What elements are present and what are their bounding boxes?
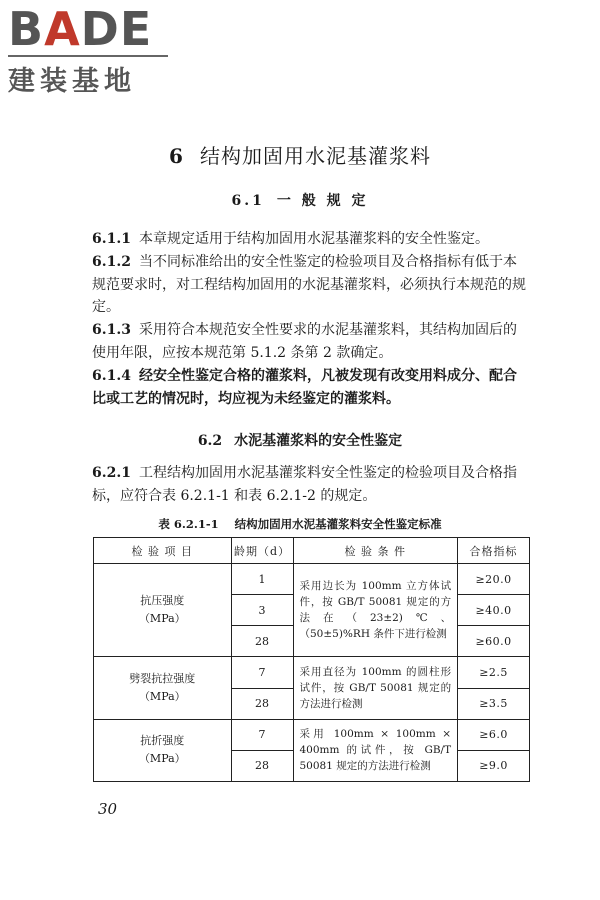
standard-cell: ≥60.0	[458, 626, 530, 657]
table-header-row	[94, 538, 530, 564]
standard-cell: ≥20.0	[458, 564, 530, 595]
section-number: 6.2	[197, 433, 223, 449]
logo-letters-prefix: B	[8, 2, 45, 56]
section-title	[0, 430, 600, 450]
chapter-title	[0, 140, 600, 169]
test-item-name: 抗压强度	[140, 594, 185, 608]
table-caption-number: 表 6.2.1-1	[158, 517, 219, 531]
age-cell: 28	[231, 750, 293, 781]
clause-number: 6.2.1	[92, 465, 131, 481]
page-number: 30	[98, 800, 118, 818]
logo-letter-accent: A	[44, 2, 81, 56]
table-caption-title: 结构加固用水泥基灌浆料安全性鉴定标准	[234, 517, 442, 531]
test-item-unit: （MPa）	[138, 752, 186, 766]
age-cell: 28	[231, 688, 293, 719]
logo-letters-suffix: DE	[80, 2, 153, 56]
clause-number: 6.1.2	[92, 254, 131, 270]
table-row	[94, 564, 530, 595]
clause-text: 本章规定适用于结构加固用水泥基灌浆料的安全性鉴定。	[138, 231, 489, 247]
brand-logo	[8, 4, 168, 98]
test-item-unit: （MPa）	[138, 612, 186, 626]
clause-text: 经安全性鉴定合格的灌浆料，凡被发现有改变用料成分、配合比或工艺的情况时，均应视为未经鉴定的灌浆料。	[92, 368, 517, 407]
spec-table	[93, 537, 530, 782]
age-cell: 1	[231, 564, 293, 595]
chapter-number: 6	[169, 144, 184, 168]
standard-cell: ≥40.0	[458, 595, 530, 626]
condition-cell: 采用 100mm × 100mm × 400mm 的试件，按 GB/T 50081 规定的方法进行检测	[293, 719, 458, 781]
section-title-text: 水泥基灌浆料的安全性鉴定	[234, 433, 403, 449]
standard-cell: ≥3.5	[458, 688, 530, 719]
column-header-condition: 检 验 条 件	[293, 538, 458, 564]
age-cell: 3	[231, 595, 293, 626]
logo-subtitle: 建装基地	[8, 66, 136, 97]
standard-cell: ≥6.0	[458, 719, 530, 750]
clause-paragraph	[92, 462, 530, 507]
test-item-cell	[94, 657, 232, 719]
section-title	[0, 190, 600, 210]
table-row	[94, 657, 530, 688]
condition-cell: 采用边长为 100mm 立方体试件，按 GB/T 50081 规定的方法在（23±2)℃、（50±5)%RH 条件下进行检测	[293, 564, 458, 657]
test-item-cell	[94, 564, 232, 657]
clause-paragraph	[92, 251, 530, 319]
standard-cell: ≥2.5	[458, 657, 530, 688]
age-cell: 7	[231, 657, 293, 688]
age-cell: 28	[231, 626, 293, 657]
condition-cell: 采用直径为 100mm 的圆柱形试件，按 GB/T 50081 规定的方法进行检测	[293, 657, 458, 719]
column-header-standard: 合格指标	[458, 538, 530, 564]
chapter-title-text: 结构加固用水泥基灌浆料	[199, 144, 431, 168]
clause-paragraph	[92, 365, 530, 410]
clause-text: 工程结构加固用水泥基灌浆料安全性鉴定的检验项目及合格指标，应符合表 6.2.1-1 和表 6.2.1-2 的规定。	[92, 465, 517, 504]
clause-paragraph	[92, 228, 530, 251]
test-item-cell	[94, 719, 232, 781]
age-cell: 7	[231, 719, 293, 750]
test-item-name: 抗折强度	[140, 734, 185, 748]
clause-number: 6.1.4	[92, 368, 131, 384]
clause-paragraph	[92, 319, 530, 364]
table-row	[94, 719, 530, 750]
clause-text: 采用符合本规范安全性要求的水泥基灌浆料，其结构加固后的使用年限，应按本规范第 5.1.2 条第 2 款确定。	[92, 322, 517, 361]
table-caption	[0, 516, 600, 532]
test-item-name: 劈裂抗拉强度	[129, 672, 196, 686]
column-header-age: 龄期（d）	[231, 538, 293, 564]
section-title-text: 一 般 规 定	[276, 193, 369, 209]
clause-number: 6.1.1	[92, 231, 131, 247]
column-header-item: 检 验 项 目	[94, 538, 232, 564]
section-number: 6.1	[231, 193, 265, 209]
standard-cell: ≥9.0	[458, 750, 530, 781]
test-item-unit: （MPa）	[138, 690, 186, 704]
logo-wordmark	[8, 4, 168, 54]
clause-number: 6.1.3	[92, 322, 131, 338]
clause-text: 当不同标准给出的安全性鉴定的检验项目及合格指标有低于本规范要求时，对工程结构加固用的水泥基灌浆料，必须执行本规范的规定。	[92, 254, 526, 315]
